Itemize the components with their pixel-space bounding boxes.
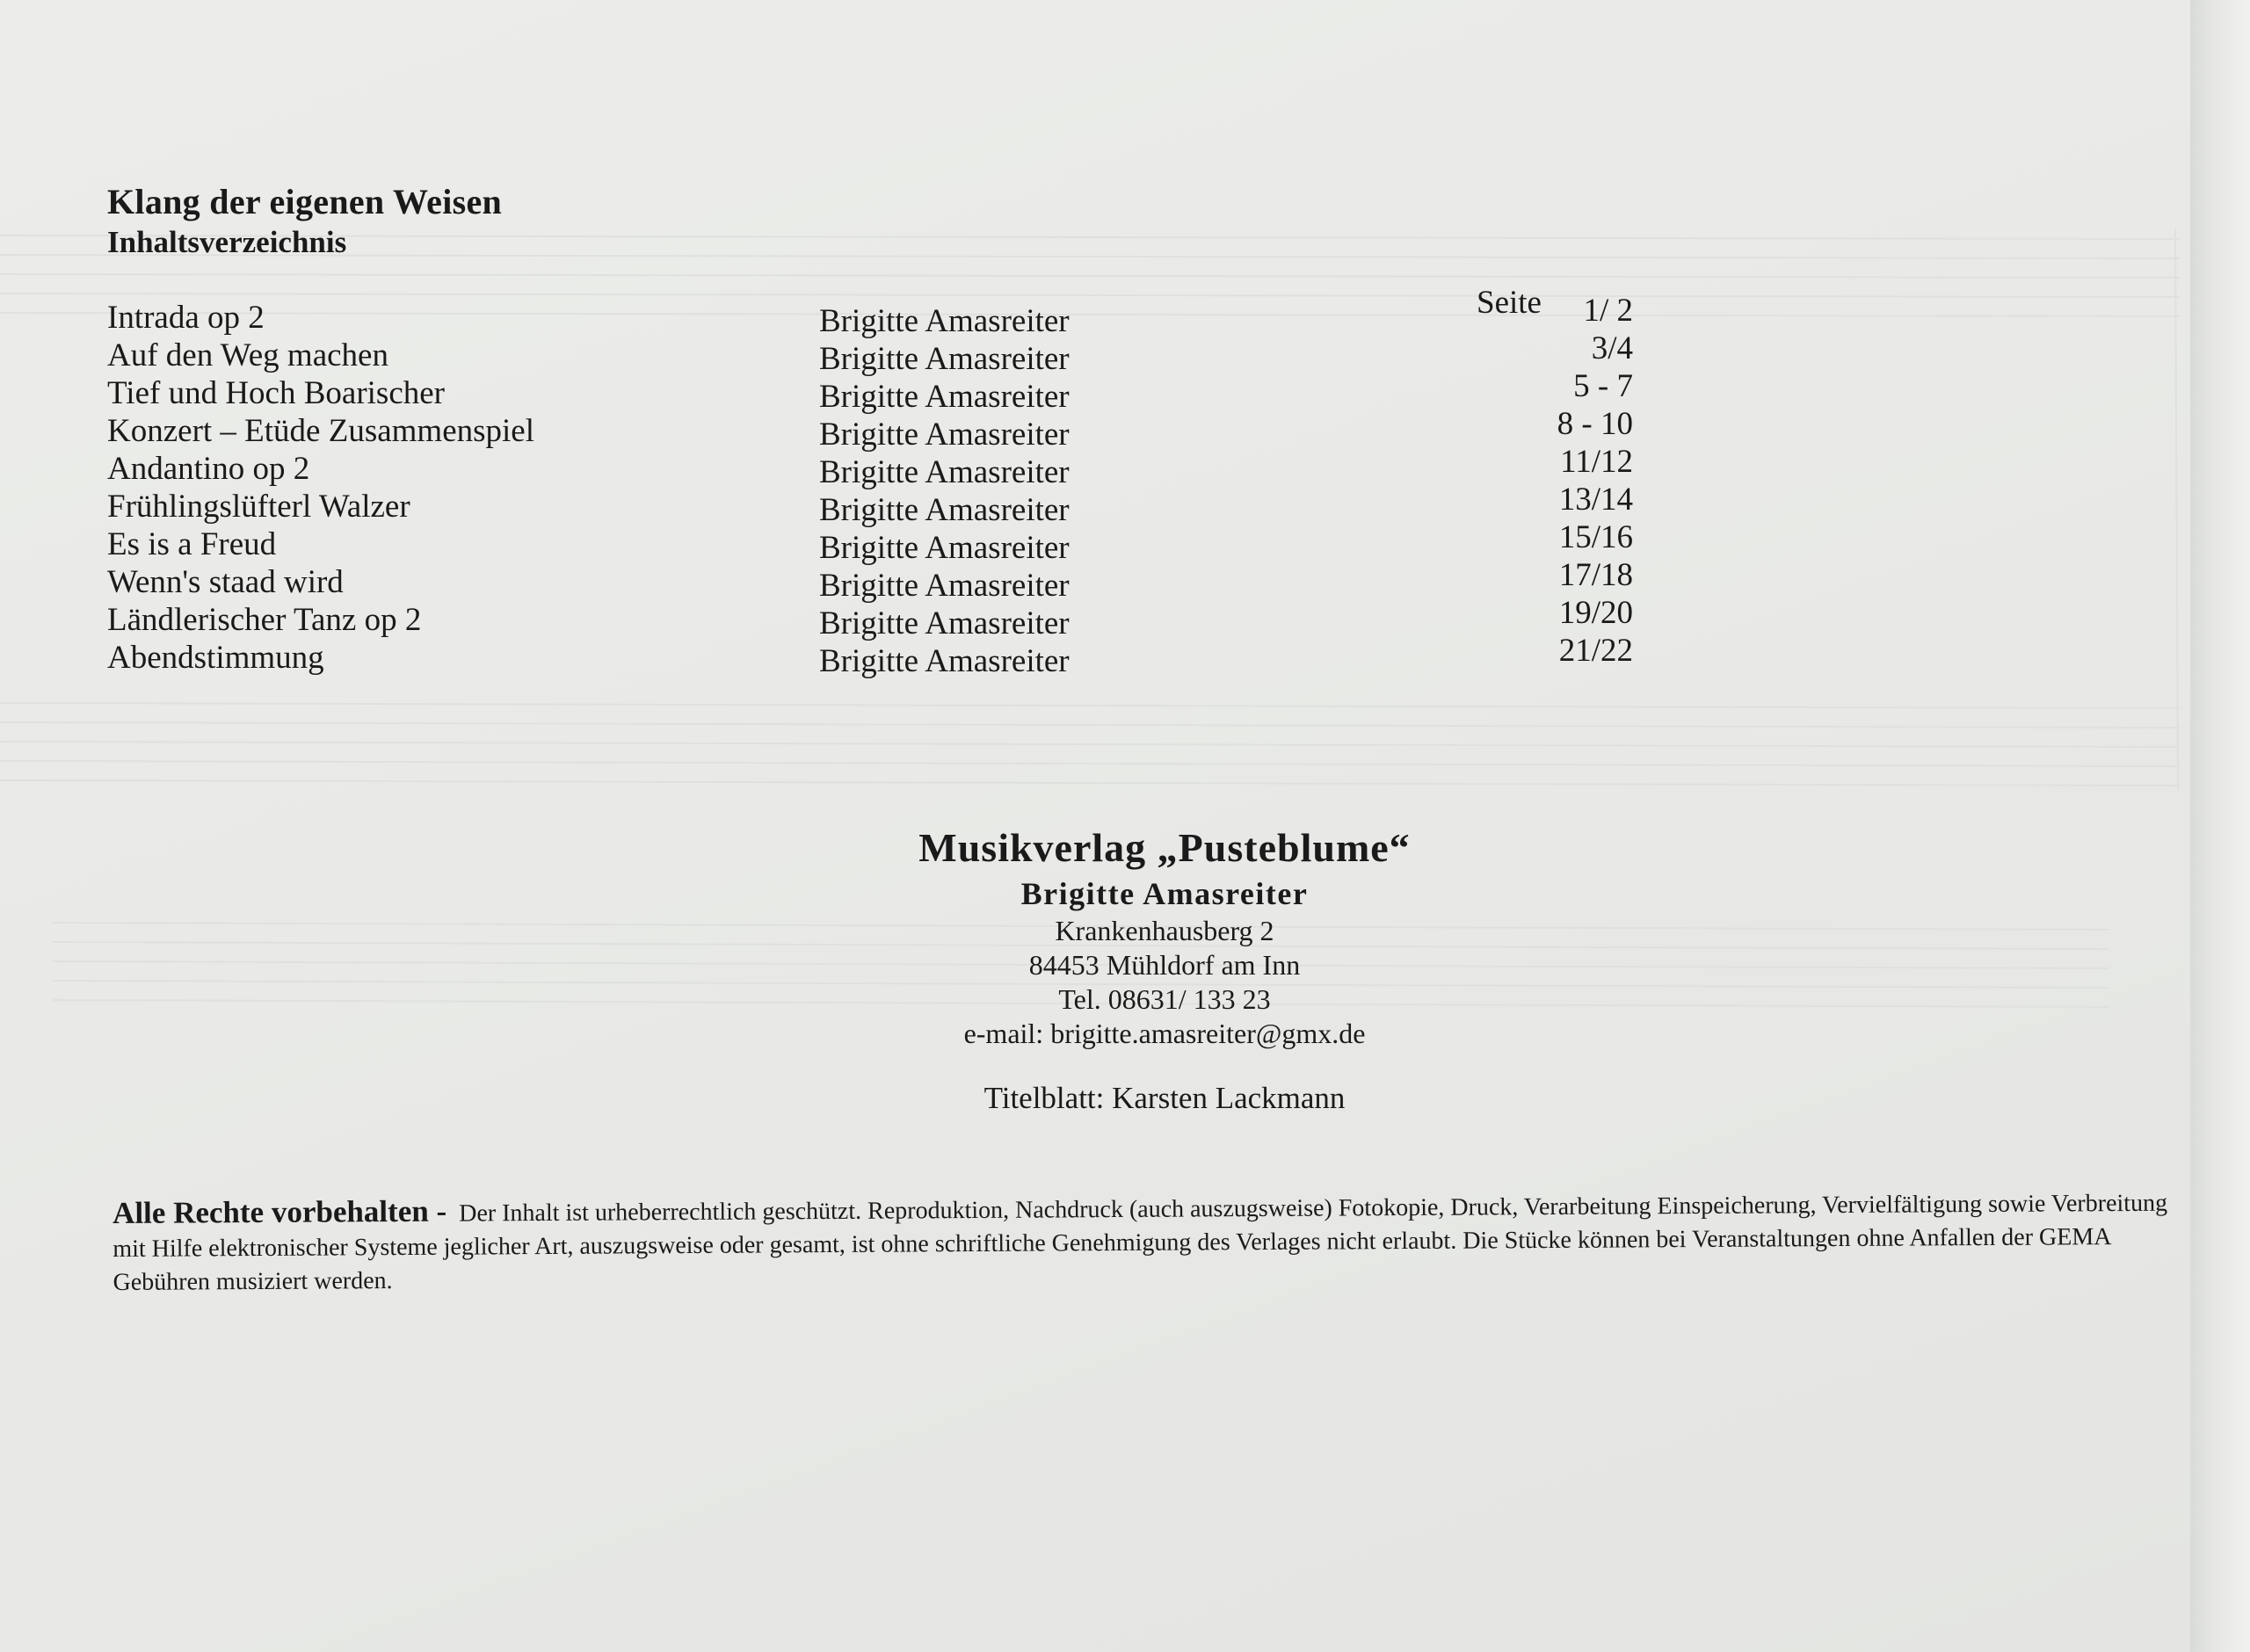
toc-row (107, 444, 1654, 490)
copyright-notice (112, 1184, 2205, 1300)
toc-row (107, 482, 1654, 528)
toc-pages: 19/20 (1558, 595, 1633, 631)
toc-title: Andantino op 2 (107, 451, 310, 487)
toc-composer: Brigitte Amasreiter (819, 454, 1070, 490)
publisher-email: e-mail: brigitte.amasreiter@gmx.de (963, 1018, 1366, 1049)
publisher-name: Musikverlag „Pusteblume“ (918, 825, 1411, 870)
page-edge (2190, 0, 2250, 1652)
toc-title: Intrada op 2 (107, 300, 265, 336)
toc-pages: 21/22 (1558, 633, 1633, 669)
toc-pages: 13/14 (1558, 482, 1633, 518)
toc-composer: Brigitte Amasreiter (819, 341, 1070, 377)
toc-row (107, 595, 1654, 641)
toc-title: Konzert – Etüde Zusammenspiel (107, 413, 535, 449)
toc-composer: Brigitte Amasreiter (819, 492, 1070, 528)
toc-pages: 1/ 2 (1583, 293, 1633, 329)
toc-row (107, 406, 1654, 453)
toc-composer: Brigitte Amasreiter (819, 568, 1070, 604)
seite-label: Seite (1477, 285, 1542, 321)
toc-title: Tief und Hoch Boarischer (107, 375, 445, 411)
publisher-phone: Tel. 08631/ 133 23 (1058, 983, 1271, 1015)
toc-pages: 5 - 7 (1573, 368, 1633, 404)
toc-row (107, 368, 1654, 415)
publisher-owner: Brigitte Amasreiter (1020, 876, 1309, 911)
toc-row (107, 293, 1654, 339)
toc-pages: 15/16 (1558, 519, 1633, 555)
book-title: Klang der eigenen Weisen (107, 182, 503, 221)
toc-row (107, 633, 1654, 679)
publisher-street: Krankenhausberg 2 (1055, 915, 1274, 946)
toc-composer: Brigitte Amasreiter (819, 643, 1070, 679)
toc-pages: 11/12 (1560, 444, 1633, 480)
copyright-text: Der Inhalt ist urheberrechtlich geschützt. Reproduktion, Nachdruck (auch auszugsweise) Fotokopie, Druck, Verarbeitung Einspeicherung, Vervielfältigung sowie Verbreitung mit Hilfe elektronischer Systeme jeglicher Art, auszugsweise oder gesamt, ist ohne schriftliche Genehmigung des Verlages nicht erlaubt. Die Stücke können bei Veranstaltungen ohne Anfallen der GEMA Gebühren musiziert werden. (112, 1189, 2168, 1296)
toc-composer: Brigitte Amasreiter (819, 605, 1070, 641)
toc-row (107, 557, 1654, 604)
toc-composer: Brigitte Amasreiter (819, 379, 1070, 415)
toc-row (107, 330, 1654, 377)
toc-heading: Inhaltsverzeichnis (107, 225, 347, 259)
toc-row (107, 519, 1654, 566)
toc-title: Wenn's staad wird (107, 564, 344, 600)
toc-composer: Brigitte Amasreiter (819, 417, 1070, 453)
toc-pages: 8 - 10 (1557, 406, 1633, 442)
toc-title: Auf den Weg machen (107, 337, 388, 373)
toc-title: Es is a Freud (107, 526, 277, 562)
publisher-block (703, 822, 1626, 1118)
toc-composer: Brigitte Amasreiter (819, 530, 1070, 566)
toc-title: Ländlerischer Tanz op 2 (107, 602, 422, 638)
publisher-city: 84453 Mühldorf am Inn (1028, 949, 1301, 981)
toc-title: Abendstimmung (107, 640, 324, 676)
toc-pages: 17/18 (1558, 557, 1633, 593)
title-page-credit: Titelblatt: Karsten Lackmann (983, 1081, 1346, 1115)
table-of-contents (107, 293, 1654, 679)
toc-title: Frühlingslüfterl Walzer (107, 489, 410, 525)
toc-composer: Brigitte Amasreiter (819, 303, 1070, 339)
copyright-heading: Alle Rechte vorbehalten - (112, 1193, 447, 1230)
toc-pages: 3/4 (1591, 330, 1633, 366)
